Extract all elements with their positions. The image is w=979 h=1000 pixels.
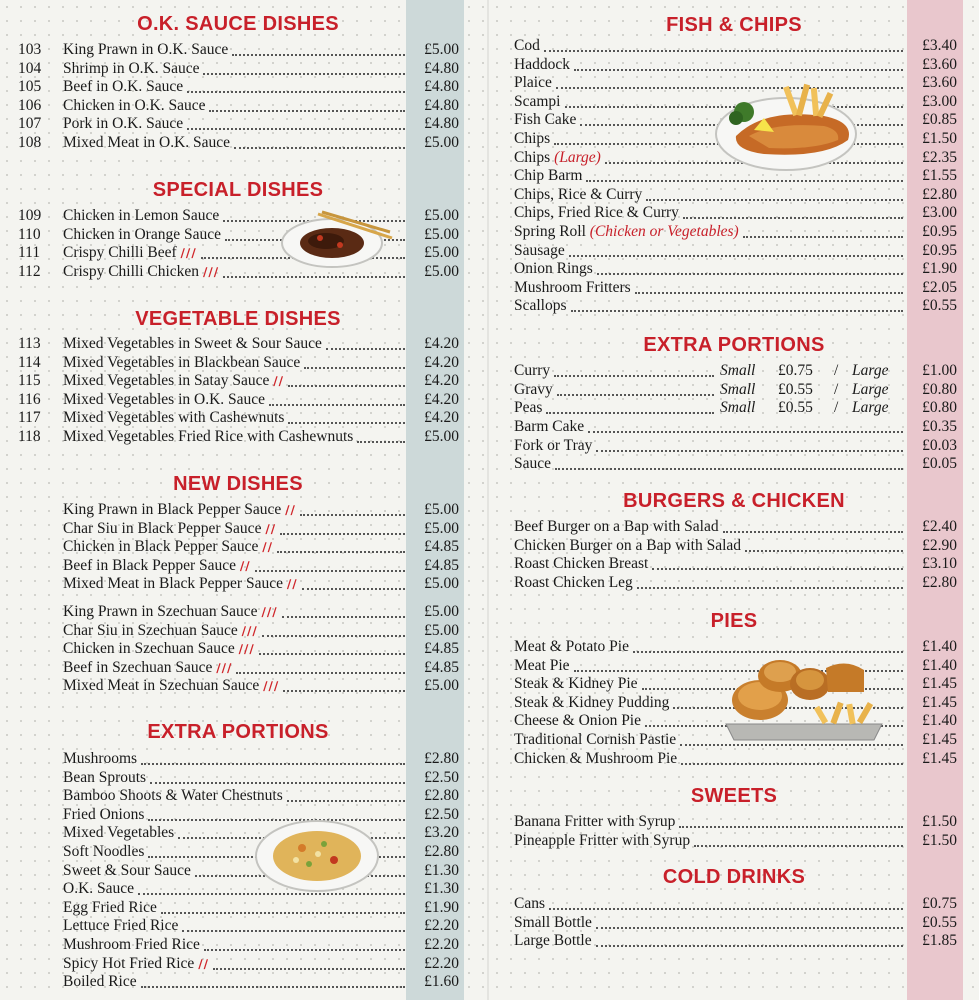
item-name-text: Large Bottle [514, 932, 592, 950]
item-name-text: Beef in Black Pepper Sauce [63, 556, 237, 574]
item-price: £5.00 [424, 621, 459, 639]
item-name [514, 894, 545, 913]
item-name-text: Sauce [514, 455, 552, 473]
item-name [63, 262, 219, 282]
item-price: £1.50 [922, 130, 957, 147]
item-price: £4.85 [424, 556, 459, 574]
item-price: £5.00 [424, 603, 459, 620]
item-name-text: Meat & Potato Pie [514, 638, 629, 655]
item-name-text: Traditional Cornish Pastie [514, 731, 677, 748]
dotted-leader [694, 826, 903, 847]
chilli-icon: ∕∕∕ [241, 623, 258, 638]
chilli-icon: ∕∕ [239, 558, 251, 573]
item-price: £4.80 [424, 78, 459, 96]
item-name-text: Roast Chicken Leg [514, 573, 633, 591]
menu-item [18, 676, 459, 695]
item-price: £2.50 [424, 805, 459, 823]
section-title: SPECIAL DISHES [152, 179, 324, 201]
item-name-text: Chicken in Black Pepper Sauce [63, 538, 259, 556]
item-name-text: Chips [514, 148, 551, 166]
item-number: 112 [18, 262, 41, 280]
item-price: £1.55 [922, 167, 957, 185]
item-name [514, 913, 592, 932]
item-name-text: Fork or Tray [514, 436, 593, 454]
chilli-icon: ∕∕∕ [238, 642, 255, 657]
item-name-text: Chicken in O.K. Sauce [63, 96, 206, 114]
item-price: £3.60 [922, 74, 957, 92]
item-name-text: King Prawn in O.K. Sauce [63, 41, 229, 58]
item-number: 104 [18, 59, 42, 77]
item-name-text: Mushroom Fried Rice [63, 936, 200, 953]
item-price: £5.00 [424, 225, 459, 243]
item-price: £1.40 [922, 638, 957, 655]
item-name [63, 243, 197, 263]
size-small-label: Small [720, 380, 756, 398]
item-name-text: Sweet & Sour Sauce [63, 861, 191, 879]
item-price: £1.40 [922, 656, 957, 674]
section-title: PIES [710, 610, 758, 632]
section-title: COLD DRINKS [662, 866, 806, 888]
section-title: VEGETABLE DISHES [135, 308, 341, 330]
item-price: £5.00 [424, 134, 459, 151]
menu-item [18, 972, 459, 991]
item-name [514, 812, 675, 831]
item-name-text: Bamboo Shoots & Water Chestnuts [63, 787, 283, 805]
item-name [63, 408, 284, 427]
item-name [63, 77, 183, 96]
dotted-leader [637, 568, 903, 589]
item-name-text: Chicken Burger on a Bap with Salad [514, 536, 742, 554]
item-price: £5.00 [424, 207, 459, 224]
item-name [63, 371, 284, 391]
item-price: £5.00 [424, 677, 459, 695]
item-price: £4.20 [424, 353, 459, 371]
item-name [63, 519, 276, 539]
item-price: £2.80 [922, 573, 957, 591]
item-name-text: Chips [514, 130, 551, 147]
item-note: (Large) [554, 148, 601, 166]
item-name-text: Mixed Vegetables in Blackbean Sauce [63, 353, 301, 371]
item-price: £0.03 [922, 436, 957, 454]
item-number: 116 [18, 390, 41, 408]
item-name-text: Meat Pie [514, 656, 570, 674]
item-price: £3.60 [922, 55, 957, 73]
item-name [63, 842, 144, 861]
item-name [63, 334, 322, 353]
item-price: £3.00 [922, 92, 957, 110]
item-note: (Chicken or Vegetables) [589, 223, 739, 240]
item-price: £4.20 [424, 409, 459, 427]
item-name-text: Mixed Meat in Black Pepper Sauce [63, 575, 283, 593]
item-price: £1.90 [922, 260, 957, 278]
item-number: 105 [18, 78, 42, 96]
item-price: £2.35 [922, 148, 957, 166]
chilli-icon: ∕∕∕ [180, 246, 197, 261]
item-number: 107 [18, 115, 42, 133]
item-price: £2.80 [922, 185, 957, 203]
item-name-text: Crispy Chilli Beef [63, 244, 177, 262]
item-price: £4.20 [424, 335, 459, 352]
item-price: £5.00 [424, 575, 459, 593]
item-name [63, 114, 183, 133]
item-name [63, 916, 178, 935]
item-name [514, 656, 570, 675]
item-name [514, 730, 676, 749]
section-title: O.K. SAUCE DISHES [137, 13, 339, 35]
item-name [63, 639, 255, 659]
item-price: £0.05 [922, 455, 957, 473]
item-price: £5.00 [424, 41, 459, 58]
item-name [63, 133, 230, 152]
item-name-text: Small Bottle [514, 913, 592, 931]
item-name-text: Chicken & Mushroom Pie [514, 749, 678, 767]
item-price: £4.80 [424, 96, 459, 114]
item-price: £1.85 [922, 932, 957, 950]
dotted-leader [234, 128, 405, 149]
item-name [514, 831, 690, 850]
dotted-leader [571, 291, 903, 312]
item-price: £1.45 [922, 675, 957, 693]
item-name: Gravy [514, 380, 553, 398]
item-name [63, 658, 232, 678]
item-name-text: Boiled Rice [63, 973, 137, 991]
item-name [63, 59, 199, 78]
item-name [514, 129, 550, 148]
menu-item [18, 133, 459, 152]
item-price: £1.90 [424, 898, 459, 916]
item-name-text: Mixed Meat in O.K. Sauce [63, 134, 231, 151]
item-name-text: Mushroom Fritters [514, 278, 631, 296]
section-title: EXTRA PORTIONS [643, 334, 825, 356]
chilli-icon: ∕∕ [273, 374, 284, 389]
item-name [514, 517, 719, 536]
item-price: £1.50 [922, 813, 957, 830]
item-number: 117 [18, 409, 41, 427]
section-title: SWEETS [690, 785, 778, 807]
fried-rice-plate-image [254, 818, 380, 894]
item-price: £5.00 [424, 428, 459, 445]
item-name [514, 259, 593, 278]
item-name [63, 676, 279, 696]
item-name [63, 225, 221, 244]
item-price: £1.45 [922, 693, 957, 711]
item-name-text: Roast Chicken Breast [514, 555, 649, 573]
item-name [514, 554, 648, 573]
item-name [63, 427, 353, 446]
item-name [63, 768, 146, 787]
item-name [514, 417, 584, 436]
item-name-text: Beef in O.K. Sauce [63, 78, 184, 96]
chilli-icon: ∕∕ [265, 521, 277, 536]
item-price: £0.85 [922, 111, 957, 129]
item-price: £2.80 [424, 787, 459, 805]
item-name [514, 92, 561, 111]
item-price: £4.80 [424, 59, 459, 77]
item-name [514, 166, 582, 185]
dotted-leader [596, 926, 903, 947]
item-name-text: Chips, Fried Rice & Curry [514, 204, 679, 222]
item-price: £3.10 [922, 555, 957, 573]
fish-and-chips-plate-image [714, 78, 860, 174]
size-separator: / [834, 380, 839, 398]
item-price: £0.95 [922, 223, 957, 240]
item-number: 115 [18, 372, 41, 390]
size-large-price: £0.80 [922, 380, 957, 398]
size-small-label: Small [720, 399, 756, 417]
menu-item [514, 749, 957, 768]
item-name-text: Char Siu in Black Pepper Sauce [63, 519, 262, 537]
item-name [514, 241, 565, 260]
item-name: Curry [514, 362, 551, 379]
item-price: £2.90 [922, 536, 957, 554]
item-price: £1.45 [922, 749, 957, 767]
item-number: 110 [18, 225, 41, 243]
item-price: £0.35 [922, 418, 957, 435]
section-title: FISH & CHIPS [666, 14, 802, 36]
item-name-text: Onion Rings [514, 260, 593, 278]
item-name [63, 574, 298, 594]
item-name [63, 390, 265, 409]
item-name [63, 621, 258, 641]
menu-item [514, 573, 957, 592]
menu-item [514, 296, 957, 315]
item-name-text: Mushrooms [63, 750, 138, 767]
item-name [514, 296, 567, 315]
item-name-text: Char Siu in Szechuan Sauce [63, 621, 238, 639]
item-name-text: Mixed Vegetables in Sweet & Sour Sauce [63, 335, 322, 352]
item-name [63, 805, 144, 824]
item-price: £4.85 [424, 538, 459, 556]
item-name [514, 749, 677, 768]
item-name-text: Mixed Vegetables Fried Rice with Cashewnuts [63, 428, 354, 445]
item-price: £4.20 [424, 390, 459, 408]
item-name-text: Banana Fritter with Syrup [514, 813, 676, 830]
dotted-leader [141, 967, 405, 988]
menu-item [514, 454, 957, 473]
chilli-icon: ∕∕ [262, 540, 274, 555]
item-price: £5.00 [424, 519, 459, 537]
item-name-text: Chips, Rice & Curry [514, 185, 643, 203]
item-price: £0.55 [922, 913, 957, 931]
item-name [63, 556, 251, 576]
item-name [63, 353, 300, 372]
item-name [514, 36, 540, 55]
item-name-text: Mixed Vegetables in O.K. Sauce [63, 390, 266, 408]
item-price: £1.60 [424, 973, 459, 991]
size-large-label: Large [852, 380, 889, 398]
size-large-label: Large [852, 362, 889, 379]
item-number: 103 [18, 41, 42, 58]
item-name-text: Fish Cake [514, 111, 577, 129]
item-price: £3.20 [424, 824, 459, 842]
item-price: £2.20 [424, 917, 459, 935]
item-name-text: Plaice [514, 74, 552, 92]
item-name-text: Soft Noodles [63, 843, 145, 860]
item-price: £1.40 [922, 712, 957, 730]
item-price: £1.45 [922, 731, 957, 748]
item-name-text: Mixed Vegetables in Satay Sauce [63, 372, 270, 390]
item-name [63, 879, 134, 898]
size-separator: / [834, 362, 839, 379]
dotted-leader [555, 449, 903, 470]
item-name-text: Beef in Szechuan Sauce [63, 658, 213, 676]
item-name [63, 935, 200, 954]
item-name-text: Scallops [514, 297, 567, 315]
chilli-icon: ∕∕∕ [202, 264, 220, 279]
chilli-icon: ∕∕ [286, 577, 298, 592]
item-price: £2.80 [424, 750, 459, 767]
size-small-price: £0.55 [778, 380, 813, 398]
item-number: 114 [18, 353, 41, 371]
item-name-text: Shrimp in O.K. Sauce [63, 59, 200, 77]
item-price: £5.00 [424, 262, 459, 280]
item-name [63, 500, 296, 520]
item-name-text: Spring Roll [514, 223, 586, 240]
item-name-text: Beef Burger on a Bap with Salad [514, 518, 719, 535]
chilli-icon: ∕∕ [198, 956, 209, 971]
item-name-text: King Prawn in Szechuan Sauce [63, 603, 258, 620]
item-name [514, 185, 642, 204]
item-name-text: Lettuce Fried Rice [63, 917, 179, 935]
item-number: 118 [18, 428, 41, 445]
item-name [514, 674, 638, 693]
item-number: 108 [18, 134, 42, 151]
item-name-text: Pineapple Fritter with Syrup [514, 831, 691, 849]
item-name-text: Cheese & Onion Pie [514, 712, 641, 730]
item-name [63, 898, 157, 917]
menu-item [514, 831, 957, 850]
item-price: £4.20 [424, 372, 459, 390]
chilli-icon: ∕∕ [285, 503, 296, 517]
size-small-label: Small [720, 362, 756, 379]
item-price: £2.50 [424, 768, 459, 786]
item-name [514, 73, 552, 92]
item-name [63, 206, 219, 225]
item-price: £0.75 [922, 895, 957, 912]
dotted-leader [681, 744, 903, 765]
item-name [63, 537, 273, 557]
size-small-price: £0.75 [778, 362, 813, 379]
item-price: £1.50 [922, 831, 957, 849]
item-name [514, 573, 633, 592]
item-number: 113 [18, 335, 41, 352]
item-name-text: Scampi [514, 92, 561, 110]
dotted-leader [283, 671, 405, 692]
size-large-price: £1.00 [922, 362, 957, 379]
item-price: £0.55 [922, 297, 957, 315]
section-title: BURGERS & CHICKEN [623, 490, 845, 512]
item-name-text: Chicken in Szechuan Sauce [63, 640, 235, 658]
item-number: 106 [18, 96, 42, 114]
item-number: 109 [18, 207, 42, 224]
item-name [514, 454, 551, 473]
chilli-icon: ∕∕∕ [216, 660, 233, 675]
dotted-leader [357, 422, 405, 443]
item-name-text: Chicken in Orange Sauce [63, 225, 221, 243]
item-price: £5.00 [424, 244, 459, 262]
item-name-text: Fried Onions [63, 805, 145, 823]
item-name-text: O.K. Sauce [63, 880, 135, 898]
item-price: £2.80 [424, 843, 459, 860]
chilli-icon: ∕∕∕ [263, 679, 280, 694]
item-name [63, 749, 137, 768]
item-name [63, 602, 278, 622]
item-name-text: Mixed Vegetables [63, 824, 175, 842]
item-price: £4.80 [424, 115, 459, 133]
special-dish-plate-image [280, 208, 395, 270]
item-name-text: Steak & Kidney Pudding [514, 693, 670, 711]
item-price: £4.85 [424, 640, 459, 658]
item-price: £2.40 [922, 518, 957, 535]
item-name-text: Sausage [514, 241, 565, 259]
item-name-text: Bean Sprouts [63, 768, 147, 786]
item-price: £4.85 [424, 658, 459, 676]
item-name-text: Steak & Kidney Pie [514, 675, 638, 693]
item-number: 111 [18, 244, 41, 262]
item-name-text: Mixed Meat in Szechuan Sauce [63, 677, 260, 695]
item-price: £3.40 [922, 37, 957, 54]
section-title: NEW DISHES [173, 473, 303, 495]
dotted-leader [302, 569, 405, 590]
size-separator: / [834, 399, 839, 417]
item-price: £0.95 [922, 241, 957, 259]
item-name-text: Egg Fried Rice [63, 898, 157, 916]
item-price: £1.30 [424, 880, 459, 898]
size-large-price: £0.80 [922, 399, 957, 417]
item-name [514, 931, 592, 950]
section-title: EXTRA PORTIONS [147, 721, 329, 743]
item-name-text: Pork in O.K. Sauce [63, 115, 184, 133]
item-name-text: Barm Cake [514, 418, 585, 435]
item-price: £5.00 [424, 501, 459, 518]
chilli-icon: ∕∕∕ [261, 605, 278, 619]
item-name-text: Chicken in Lemon Sauce [63, 207, 220, 224]
item-name [514, 711, 641, 730]
item-price: £2.05 [922, 278, 957, 296]
item-name-text: Chip Barm [514, 167, 583, 185]
item-name [514, 203, 679, 222]
item-name-text: Cod [514, 37, 540, 54]
item-name: Peas [514, 399, 543, 417]
item-price: £2.20 [424, 954, 459, 972]
menu-item [18, 574, 459, 593]
item-price: £1.30 [424, 861, 459, 879]
menu-item [514, 931, 957, 950]
item-price: £3.00 [922, 204, 957, 222]
item-name-text: Cans [514, 895, 545, 912]
size-small-price: £0.55 [778, 399, 813, 417]
item-name-text: Mixed Vegetables with Cashewnuts [63, 409, 285, 427]
item-name [63, 96, 205, 115]
pies-tray-image [718, 652, 890, 746]
item-name-text: King Prawn in Black Pepper Sauce [63, 501, 282, 518]
item-price: £2.20 [424, 936, 459, 953]
item-name-text: Crispy Chilli Chicken [63, 262, 200, 280]
size-large-label: Large [852, 399, 889, 417]
page-fold [487, 0, 489, 1000]
menu-item [18, 427, 459, 446]
item-name-text: Spicy Hot Fried Rice [63, 954, 195, 972]
item-name-text: Haddock [514, 55, 570, 73]
item-name [63, 972, 137, 991]
